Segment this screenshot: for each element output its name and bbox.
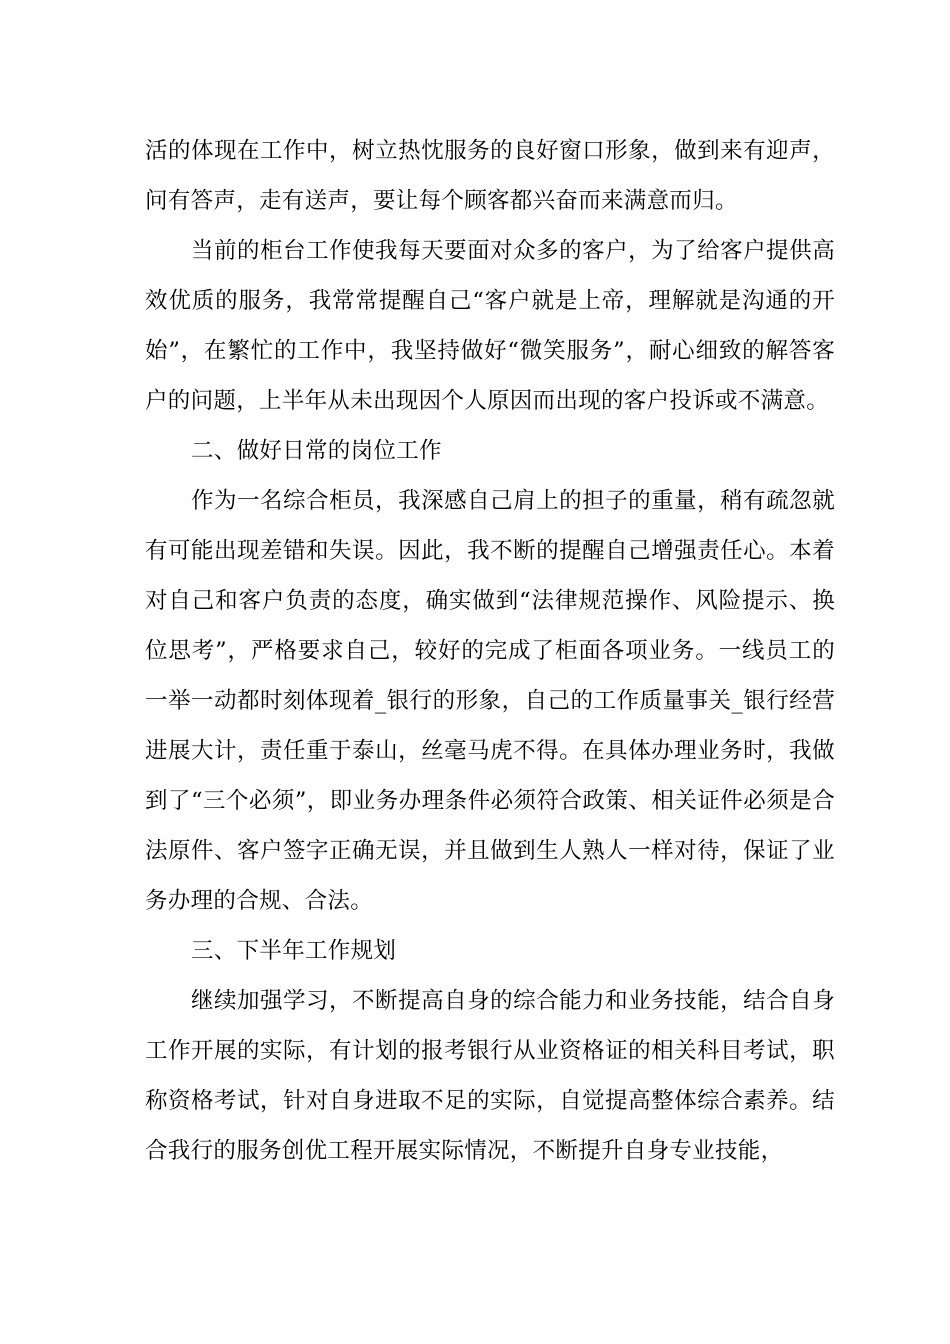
paragraph-counter-service: 当前的柜台工作使我每天要面对众多的客户，为了给客户提供高效优质的服务，我常常提醒自己“客户就是上帝，理解就是沟通的开始”，在繁忙的工作中，我坚持做好“微笑服务”，耐心细致的解答客户的问题，上半年从未出现因个人原因而出现的客户投诉或不满意。 [145, 238, 835, 414]
paragraph-daily-work: 作为一名综合柜员，我深感自己肩上的担子的重量，稍有疏忽就有可能出现差错和失误。因此，我不断的提醒自己增强责任心。本着对自己和客户负责的态度，确实做到“法律规范操作、风险提示、换位思考”，严格要求自己，较好的完成了柜面各项业务。一线员工的一举一动都时刻体现着_银行的形象，自己的工作质量事关_银行经营进展大计，责任重于泰山，丝毫马虎不得。在具体办理业务时，我做到了“三个必须”，即业务办理条件必须符合政策、相关证件必须是合法原件、客户签字正确无误，并且做到生人熟人一样对待，保证了业务办理的合规、合法。 [145, 488, 835, 914]
section-heading-daily-work: 二、做好日常的岗位工作 [191, 438, 442, 464]
section-heading-second-half-plan: 三、下半年工作规划 [191, 938, 397, 964]
paragraph-continuation: 活的体现在工作中，树立热忱服务的良好窗口形象，做到来有迎声，问有答声，走有送声，要让每个顾客都兴奋而来满意而归。 [145, 138, 835, 214]
document-body [145, 126, 835, 1176]
paragraph-second-half-plan: 继续加强学习，不断提高自身的综合能力和业务技能，结合自身工作开展的实际，有计划的报考银行从业资格证的相关科目考试，职称资格考试，针对自身进取不足的实际，自觉提高整体综合素养。结合我行的服务创优工程开展实际情况，不断提升自身专业技能， [145, 988, 835, 1164]
